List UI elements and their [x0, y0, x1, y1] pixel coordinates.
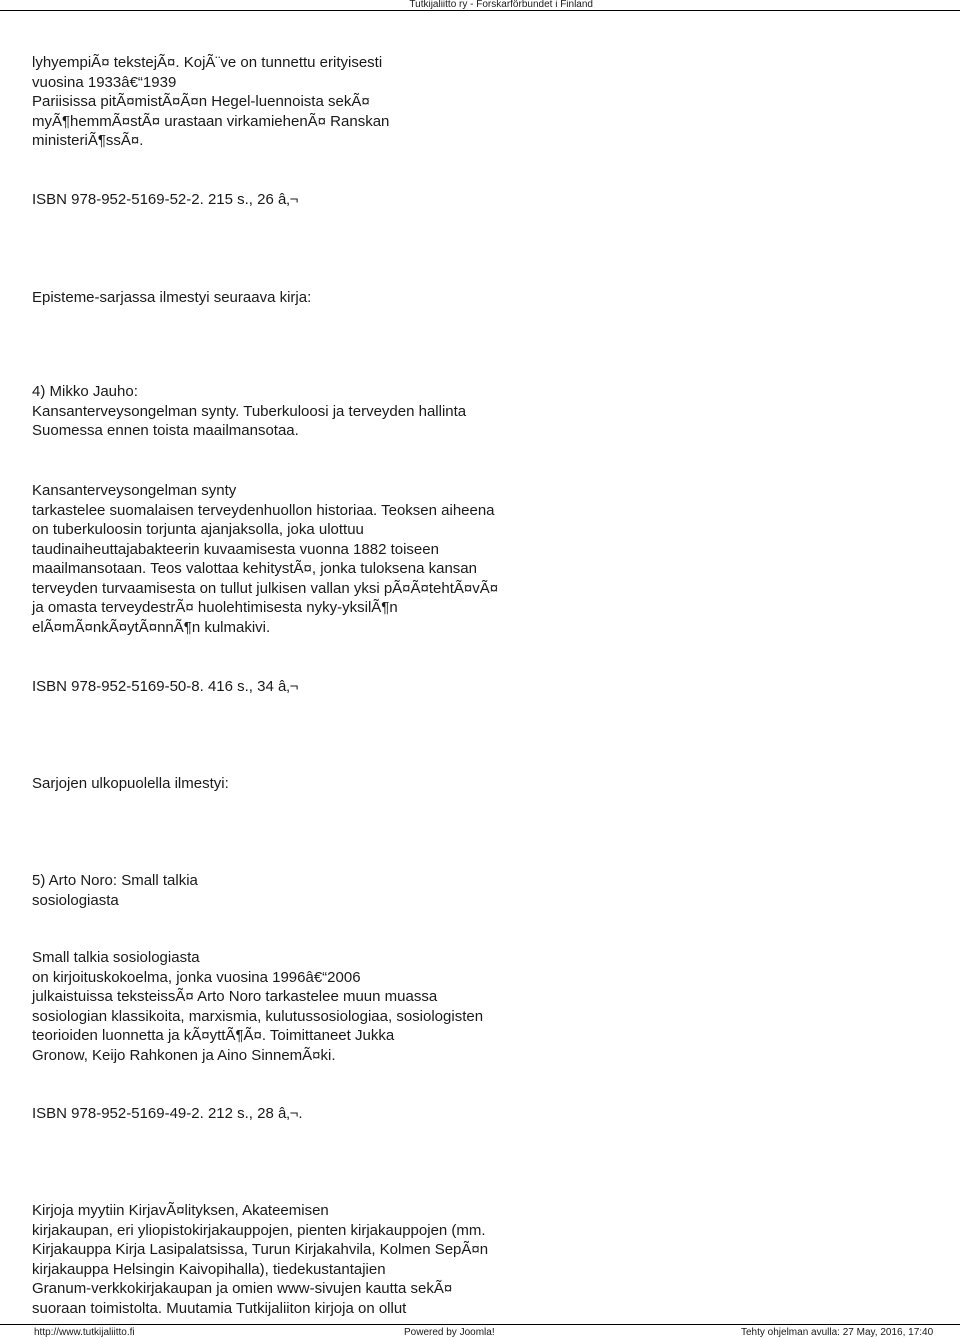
sales-info-line: kirjakaupan, eri yliopistokirjakauppojen, pienten kirjakauppojen (mm.: [32, 1221, 486, 1239]
book-4-title: [32, 382, 466, 441]
sales-info-line: Kirjakauppa Kirja Lasipalatsissa, Turun Kirjakahvila, Kolmen SepÃ¤n: [32, 1241, 489, 1258]
book-4-description-line: tarkastelee suomalaisen terveydenhuollon historiaa. Teoksen aiheena: [32, 501, 495, 519]
intro-text-line: lyhyempiÃ¤ tekstejÃ¤. KojÃ¨ve on tunnettu erityisesti: [32, 54, 383, 71]
book-4-description: [32, 481, 498, 637]
book-4-description-line: on tuberkuloosin torjunta ajanjaksolla, joka ulottuu: [32, 521, 364, 538]
footer-powered-by: Powered by Joomla!: [404, 1327, 495, 1338]
book-5-description-line: julkaistuissa teksteissÃ¤ Arto Noro tarkastelee muun muassa: [32, 988, 438, 1005]
intro-text-line: Pariisissa pitÃ¤mistÃ¤Ã¤n Hegel-luennoista sekÃ¤: [32, 93, 370, 110]
intro-text-line: ministeriÃ¶ssÃ¤.: [32, 132, 144, 149]
book-5-title-line: 5) Arto Noro: Small talkia: [32, 872, 198, 889]
isbn-2: [32, 677, 298, 697]
sales-info-line: suoraan toimistolta. Muutamia Tutkijaliiton kirjoja on ollut: [32, 1299, 407, 1317]
book-4-description-line: ja omasta terveydestrÃ¤ huolehtimisesta nyky-yksilÃ¶n: [32, 599, 398, 616]
book-4-title-line: Kansanterveysongelman synty. Tuberkuloosi ja terveyden hallinta: [32, 402, 467, 420]
page-footer: [0, 1324, 960, 1339]
footer-url[interactable]: http://www.tutkijaliitto.fi: [34, 1327, 135, 1338]
episteme-heading-line: Episteme-sarjassa ilmestyi seuraava kirja:: [32, 289, 312, 306]
intro-text: [32, 53, 389, 151]
isbn-2-line: ISBN 978-952-5169-50-8. 416 s., 34 â‚¬: [32, 678, 299, 695]
book-4-title-line: 4) Mikko Jauho:: [32, 383, 138, 400]
site-title: Tutkijaliitto ry - Forskarförbundet i Finland: [409, 0, 593, 10]
book-5-description-line: Small talkia sosiologiasta: [32, 949, 200, 966]
book-4-description-line: taudinaiheuttajabakteerin kuvaamisesta vuonna 1882 toiseen: [32, 540, 439, 558]
book-5-description: [32, 948, 483, 1065]
book-4-description-line: Kansanterveysongelman synty: [32, 482, 237, 499]
outside-series-heading-line: Sarjojen ulkopuolella ilmestyi:: [32, 775, 229, 792]
intro-text-line: vuosina 1933â€“1939: [32, 73, 177, 91]
sales-info-line: kirjakauppa Helsingin Kaivopihalla), tiedekustantajien: [32, 1260, 386, 1278]
footer-generated-date: Tehty ohjelman avulla: 27 May, 2016, 17:40: [741, 1327, 934, 1338]
episteme-heading: [32, 288, 311, 308]
book-4-title-line: Suomessa ennen toista maailmansotaa.: [32, 422, 299, 439]
book-5-title-line: sosiologiasta: [32, 891, 119, 909]
book-5-description-line: sosiologian klassikoita, marxismia, kulutussosiologiaa, sosiologisten: [32, 1007, 484, 1025]
isbn-1: [32, 190, 298, 210]
sales-info: [32, 1201, 488, 1318]
book-4-description-line: elÃ¤mÃ¤nkÃ¤ytÃ¤nnÃ¶n kulmakivi.: [32, 618, 271, 636]
isbn-3: [32, 1104, 303, 1124]
isbn-3-line: ISBN 978-952-5169-49-2. 212 s., 28 â‚¬.: [32, 1105, 303, 1122]
book-4-description-line: terveyden turvaamisesta on tullut julkisen vallan yksi pÃ¤Ã¤tehtÃ¤vÃ¤: [32, 579, 499, 597]
book-5-description-line: on kirjoituskokoelma, jonka vuosina 1996â€“2006: [32, 968, 361, 986]
sales-info-line: Granum-verkkokirjakaupan ja omien www-sivujen kautta sekÃ¤: [32, 1280, 453, 1297]
book-5-title: [32, 871, 198, 910]
sales-info-line: Kirjoja myytiin KirjavÃ¤lityksen, Akateemisen: [32, 1202, 329, 1219]
book-5-description-line: Gronow, Keijo Rahkonen ja Aino SinnemÃ¤ki.: [32, 1046, 336, 1064]
intro-text-line: myÃ¶hemmÃ¤stÃ¤ urastaan virkamiehenÃ¤ Ranskan: [32, 112, 390, 130]
isbn-1-line: ISBN 978-952-5169-52-2. 215 s., 26 â‚¬: [32, 191, 299, 208]
book-5-description-line: teorioiden luonnetta ja kÃ¤yttÃ¶Ã¤. Toimittaneet Jukka: [32, 1027, 395, 1044]
outside-series-heading: [32, 774, 229, 794]
book-4-description-line: maailmansotaan. Teos valottaa kehitystÃ¤, jonka tuloksena kansan: [32, 560, 477, 577]
